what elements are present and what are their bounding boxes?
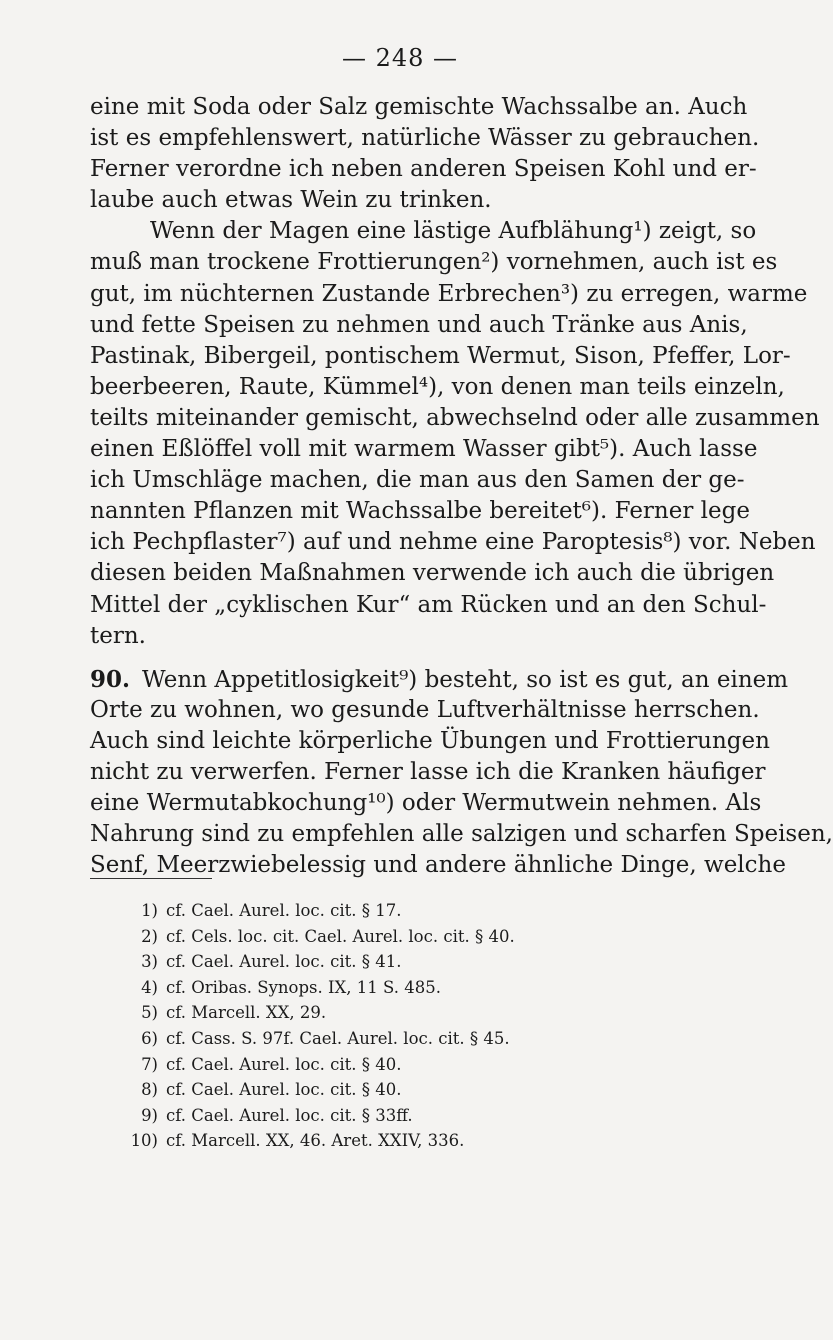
footnote-number: 1) [141,901,158,920]
page-number: — 248 — [341,44,459,72]
footnote-number: 4) [141,977,158,997]
text-line: Senf, Meerzwiebelessig und andere ähnliche Dinge, welche [90,852,786,879]
footnote [122,1077,682,1103]
footnote-number: 3) [141,952,158,972]
text-line: gut, im nüchternen Zustande Erbrechen³) zu erregen, warme [90,280,808,307]
footnote-number: 2) [141,926,158,946]
footnote [122,1000,682,1026]
text-line: Auch sind leichte körperliche Übungen und Frottierungen [90,727,770,754]
footnote [122,975,682,1001]
text-line: ich Umschläge machen, die man aus den Samen der ge- [90,467,745,494]
text-line: teilts miteinander gemischt, abwechselnd oder alle zusammen [90,404,820,431]
footnotes [122,898,682,1154]
body-text [90,92,833,881]
paragraph-gap [90,652,730,664]
text-line: Mittel der „cyklischen Kur“ am Rücken und an den Schul- [90,591,767,618]
text-line: laube auch etwas Wein zu trinken. [90,187,492,214]
footnote [122,1026,682,1052]
text-line: ist es empfehlenswert, natürliche Wässer zu gebrauchen. [90,125,760,152]
text-line: Nahrung sind zu empfehlen alle salzigen und scharfen Speisen, [90,821,833,848]
text-line: diesen beiden Maßnahmen verwende ich auch die übrigen [90,560,775,587]
footnote [122,924,682,950]
text-line: Orte zu wohnen, wo gesunde Luftverhältnisse herrschen. [90,696,760,723]
text-line: nannten Pflanzen mit Wachssalbe bereitet⁶). Ferner lege [90,498,750,525]
footnote-number: 10) [130,1131,158,1151]
footnote [122,898,682,924]
text-line: beerbeeren, Raute, Kümmel⁴), von denen man teils einzeln, [90,373,785,400]
footnote-text: cf. Cass. S. 97f. Cael. Aurel. loc. cit. § 45. [166,1028,510,1048]
text-line: Wenn der Magen eine lästige Aufblähung¹) zeigt, so [150,218,757,245]
footnote-number: 7) [141,1054,158,1074]
footnote-divider [90,878,212,879]
footnote-number: 9) [141,1105,158,1125]
text-line: Wenn Appetitlosigkeit⁹) besteht, so ist es gut, an einem [142,666,789,693]
footnote-text: cf. Cels. loc. cit. Cael. Aurel. loc. cit. § 40. [166,926,515,946]
footnote [122,949,682,975]
text-line: eine mit Soda oder Salz gemischte Wachssalbe an. Auch [90,94,748,120]
footnote-text: cf. Cael. Aurel. loc. cit. § 17. [166,901,402,920]
footnote [122,1052,682,1078]
footnote-text: cf. Cael. Aurel. loc. cit. § 41. [166,952,402,972]
text-line: Ferner verordne ich neben anderen Speisen Kohl und er- [90,156,757,183]
footnote-number: 5) [141,1003,158,1023]
text-line: Pastinak, Bibergeil, pontischem Wermut, Sison, Pfeffer, Lor- [90,342,791,369]
section-first-line [90,664,789,695]
footnote-text: cf. Marcell. XX, 29. [166,1003,327,1023]
text-line: ich Pechpflaster⁷) auf und nehme eine Paroptesis⁸) vor. Neben [90,529,816,556]
footnote [122,1103,682,1129]
footnote-number: 6) [141,1028,158,1048]
footnote-text: cf. Marcell. XX, 46. Aret. XXIV, 336. [166,1131,465,1151]
text-line: eine Wermutabkochung¹⁰) oder Wermutwein nehmen. Als [90,790,762,817]
section-number: 90. [90,665,131,693]
footnote-number: 8) [141,1080,158,1100]
text-line: nicht zu verwerfen. Ferner lasse ich die Kranken häufiger [90,758,766,785]
text-line: einen Eßlöffel voll mit warmem Wasser gibt⁵). Auch lasse [90,436,758,463]
footnote-text: cf. Oribas. Synops. IX, 11 S. 485. [166,977,441,997]
footnote [122,1128,682,1154]
text-line: tern. [90,622,146,649]
footnote-text: cf. Cael. Aurel. loc. cit. § 33ff. [166,1105,413,1125]
text-line: und fette Speisen zu nehmen und auch Tränke aus Anis, [90,311,748,338]
footnote-text: cf. Cael. Aurel. loc. cit. § 40. [166,1054,402,1074]
text-line: muß man trockene Frottierungen²) vornehmen, auch ist es [90,249,778,276]
footnote-text: cf. Cael. Aurel. loc. cit. § 40. [166,1080,402,1100]
